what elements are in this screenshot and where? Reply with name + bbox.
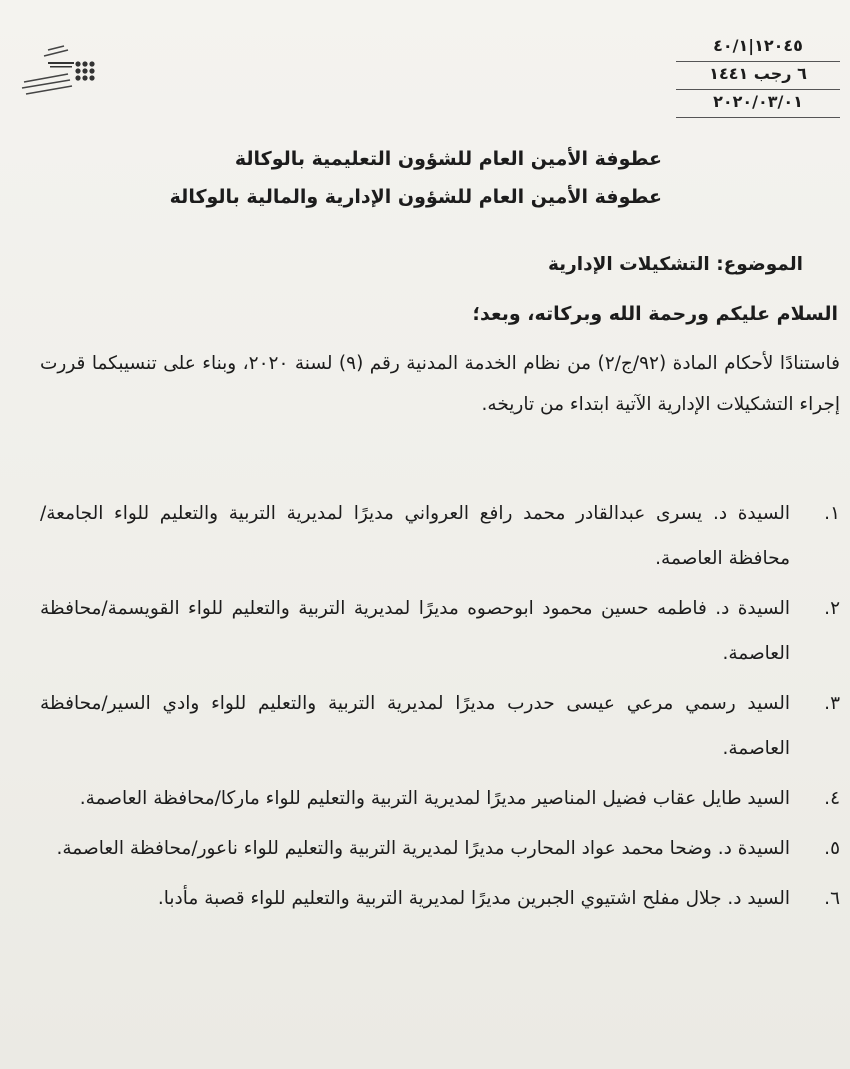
appointments-list <box>40 491 840 926</box>
reference-number: ١٢٠٤٥|٤٠/١ <box>676 34 840 62</box>
list-item <box>40 876 840 921</box>
item-number: ٤. <box>824 788 840 809</box>
addressee-educational-affairs: عطوفة الأمين العام للشؤون التعليمية بالوكالة <box>234 148 662 170</box>
subject-line: الموضوع: التشكيلات الإدارية <box>547 254 803 275</box>
list-item <box>40 586 840 676</box>
item-number: ٦. <box>824 888 840 909</box>
item-text: السيدة د. يسرى عبدالقادر محمد رافع العرواني مديرًا لمديرية التربية والتعليم للواء الجامعة/محافظة العاصمة. <box>40 503 790 569</box>
ministry-logo-icon <box>18 44 98 98</box>
item-number: ١. <box>824 503 840 524</box>
item-text: السيد رسمي مرعي عيسى حدرب مديرًا لمديرية التربية والتعليم للواء وادي السير/محافظة العاصمة. <box>40 693 790 759</box>
list-item <box>40 491 840 581</box>
addressee-administrative-affairs: عطوفة الأمين العام للشؤون الإدارية والمالية بالوكالة <box>169 186 662 208</box>
item-number: ٥. <box>824 838 840 859</box>
list-item <box>40 826 840 871</box>
greeting: السلام عليكم ورحمة الله وبركاته، وبعد؛ <box>472 303 838 325</box>
item-text: السيدة د. فاطمه حسين محمود ابوحصوه مديرًا لمديرية التربية والتعليم للواء القويسمة/محافظة العاصمة. <box>40 598 790 664</box>
item-number: ٢. <box>824 598 840 619</box>
item-text: السيدة د. وضحا محمد عواد المحارب مديرًا لمديرية التربية والتعليم للواء ناعور/محافظة العاصمة. <box>56 838 790 859</box>
intro-paragraph: فاستنادًا لأحكام المادة (٩٢/ج/٢) من نظام الخدمة المدنية رقم (٩) لسنة ٢٠٢٠، وبناء على تنسيبكما قررت إجراء التشكيلات الإدارية الآتية ابتداء من تاريخه. <box>40 353 840 415</box>
item-text: السيد طايل عقاب فضيل المناصير مديرًا لمديرية التربية والتعليم للواء ماركا/محافظة العاصمة. <box>79 788 790 809</box>
list-item <box>40 681 840 771</box>
list-item <box>40 776 840 821</box>
hijri-date: ٦ رجب ١٤٤١ <box>676 62 840 90</box>
item-number: ٣. <box>824 693 840 714</box>
reference-block <box>676 34 840 118</box>
item-text: السيد د. جلال مفلح اشتيوي الجبرين مديرًا لمديرية التربية والتعليم للواء قصبة مأدبا. <box>157 888 790 909</box>
gregorian-date: ٢٠٢٠/٠٣/٠١ <box>676 90 840 118</box>
